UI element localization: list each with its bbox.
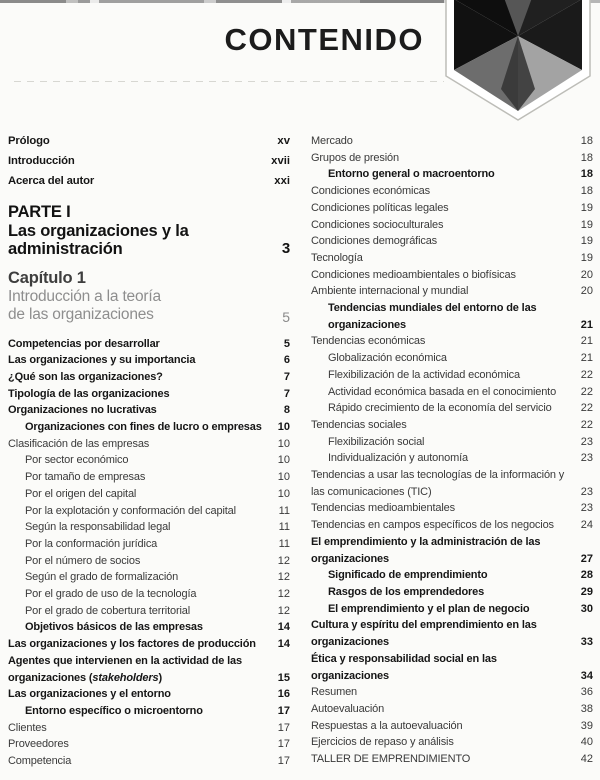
toc-entry-page: 14 — [277, 621, 290, 634]
toc-entry — [311, 300, 593, 333]
toc-entry — [8, 503, 290, 520]
toc-entry-page: 11 — [278, 537, 290, 550]
toc-entry-page: 38 — [580, 702, 593, 715]
toc-entry-label: Por la conformación jurídica — [25, 537, 158, 550]
toc-entry-page: 19 — [580, 251, 593, 264]
toc-entry-page: 10 — [277, 421, 290, 434]
toc-entries-left — [8, 336, 290, 770]
toc-column-left — [8, 131, 290, 770]
toc-entry — [8, 519, 290, 536]
toc-entry-page: 15 — [277, 671, 290, 684]
toc-entry-label: Condiciones socioculturales — [311, 218, 444, 231]
toc-entry — [311, 651, 593, 684]
toc-entry-label: Prólogo — [8, 135, 50, 147]
toc-entry-page: 40 — [580, 736, 593, 749]
toc-entry-label: Competencia — [8, 755, 72, 768]
toc-entry-label: Tendencias en campos específicos de los negocios — [311, 519, 554, 532]
toc-entry-label: Condiciones económicas — [311, 185, 430, 198]
toc-entry-page: 10 — [277, 437, 290, 450]
toc-entry — [8, 736, 290, 753]
toc-entry-label: Condiciones demográficas — [311, 235, 438, 248]
toc-entry-page: 10 — [277, 487, 290, 500]
toc-entry-page: 8 — [283, 404, 290, 417]
toc-entry-page: 20 — [580, 268, 593, 281]
toc-entry-label: Introducción — [8, 155, 75, 167]
toc-entry-page: 21 — [580, 352, 593, 365]
toc-entry — [8, 636, 290, 653]
toc-entry-page: 34 — [580, 669, 593, 682]
toc-entry-label: Según la responsabilidad legal — [25, 521, 171, 534]
toc-entry-label: Globalización económica — [328, 352, 447, 365]
toc-entry — [8, 452, 290, 469]
toc-entry-label: Individualización y autonomía — [328, 452, 468, 465]
toc-entry-label: Mercado — [311, 135, 353, 147]
toc-entry-page: xv — [277, 135, 290, 147]
toc-entry — [311, 333, 593, 350]
toc-entry — [311, 417, 593, 434]
toc-entry-page: 18 — [580, 185, 593, 198]
toc-entry-page: 24 — [580, 519, 593, 532]
toc-entry-label: ¿Qué son las organizaciones? — [8, 370, 163, 383]
toc-entry — [8, 619, 290, 636]
toc-entry-page: 17 — [277, 738, 290, 751]
toc-entry — [311, 450, 593, 467]
toc-entry-page: 14 — [277, 638, 290, 651]
toc-entry — [8, 131, 290, 151]
toc-entry-label: Rasgos de los emprendedores — [328, 585, 485, 598]
toc-entry-label: Flexibilización de la actividad económica — [328, 368, 520, 381]
toc-entry-page: 18 — [580, 135, 593, 147]
toc-entry-page: 23 — [580, 502, 593, 515]
toc-entry — [311, 200, 593, 217]
toc-entry — [311, 701, 593, 718]
toc-entry-page: 23 — [580, 435, 593, 448]
toc-entry-page: 11 — [278, 504, 290, 517]
toc-entry — [311, 384, 593, 401]
toc-entry-label: Organizaciones con fines de lucro o empresas — [25, 421, 262, 434]
toc-entry-page: 16 — [277, 688, 290, 701]
toc-entry-page: 33 — [580, 636, 593, 649]
toc-entry-page: 17 — [277, 755, 290, 768]
toc-column-right — [311, 133, 593, 768]
toc-entry — [8, 386, 290, 403]
toc-entry-label: Las organizaciones y los factores de producción — [8, 638, 256, 651]
toc-entry-label: TALLER DE EMPRENDIMIENTO — [311, 753, 471, 766]
toc-entry-page: 28 — [580, 569, 593, 582]
chapter-title: Introducción a la teoría de las organizaciones — [8, 287, 161, 323]
toc-entry — [8, 369, 290, 386]
part-heading — [8, 203, 290, 259]
toc-entry-label: Tendencias mundiales del entorno de las organizaciones — [328, 302, 537, 331]
toc-entry — [311, 467, 593, 500]
toc-entry-label: Significado de emprendimiento — [328, 569, 488, 582]
toc-entry-label: Condiciones medioambientales o biofísicas — [311, 268, 516, 281]
toc-entry — [8, 720, 290, 737]
toc-entry-label: Condiciones políticas legales — [311, 201, 449, 214]
toc-entry — [8, 553, 290, 570]
toc-entry — [311, 150, 593, 167]
toc-entry — [311, 183, 593, 200]
toc-entry-page: 19 — [580, 218, 593, 231]
header-divider-rule — [14, 81, 444, 82]
toc-entry — [311, 350, 593, 367]
toc-entry — [8, 569, 290, 586]
toc-entry — [8, 419, 290, 436]
toc-entry-page: 30 — [580, 602, 593, 615]
toc-entry — [8, 436, 290, 453]
toc-entry-page: xxi — [274, 175, 290, 187]
toc-entry-label: Por el grado de cobertura territorial — [25, 604, 191, 617]
toc-entry — [311, 500, 593, 517]
toc-entry-label: Cultura y espíritu del emprendimiento en las organizaciones — [311, 619, 537, 649]
toc-entry — [311, 718, 593, 735]
toc-entry — [311, 567, 593, 584]
part-title: Las organizaciones y la administración — [8, 221, 189, 258]
toc-entry-page: 20 — [580, 285, 593, 298]
toc-entry — [311, 601, 593, 618]
toc-entry — [311, 517, 593, 534]
toc-entry-page: 19 — [580, 201, 593, 214]
toc-entry-page: 12 — [277, 604, 290, 617]
toc-entry-page: 17 — [277, 704, 290, 717]
toc-entry — [8, 469, 290, 486]
toc-entry — [8, 753, 290, 770]
toc-entry — [8, 352, 290, 369]
toc-entry-page: 23 — [580, 485, 593, 498]
toc-entry-page: xvii — [271, 155, 290, 167]
publisher-logo-shield-icon — [438, 0, 598, 126]
toc-entry-label: Tendencias a usar las tecnologías de la información y las comunicaciones (TIC) — [311, 469, 565, 498]
toc-entry-page: 6 — [283, 354, 290, 367]
toc-entry — [311, 367, 593, 384]
toc-entry-page: 42 — [580, 753, 593, 766]
toc-entry — [311, 217, 593, 234]
toc-entry — [8, 703, 290, 720]
toc-entry-page: 22 — [580, 385, 593, 398]
toc-entry-label: Proveedores — [8, 738, 69, 751]
toc-entry — [311, 584, 593, 601]
toc-entry-label: Tendencias medioambientales — [311, 502, 455, 515]
toc-entry-page: 18 — [580, 168, 593, 181]
toc-entry-label: Tendencias económicas — [311, 335, 426, 348]
toc-entry-label: Agentes que intervienen en la actividad de las organizaciones (stakeholders) — [8, 654, 242, 684]
toc-entries-right — [311, 133, 593, 768]
toc-entry-label: Ambiente internacional y mundial — [311, 285, 469, 298]
toc-entry-label: Tipología de las organizaciones — [8, 387, 170, 400]
toc-entry — [8, 336, 290, 353]
toc-entry-label: El emprendimiento y el plan de negocio — [328, 602, 530, 615]
toc-entry — [8, 151, 290, 171]
toc-entry — [8, 586, 290, 603]
toc-entry — [8, 486, 290, 503]
toc-entry-label: Entorno específico o microentorno — [25, 704, 203, 717]
toc-entry — [311, 434, 593, 451]
toc-entry — [311, 751, 593, 768]
toc-entry-label: Acerca del autor — [8, 175, 95, 187]
toc-entry-label: Ejercicios de repaso y análisis — [311, 736, 454, 749]
toc-entry — [311, 617, 593, 650]
toc-entry-page: 22 — [580, 402, 593, 415]
toc-entry — [311, 267, 593, 284]
toc-entry — [311, 133, 593, 150]
toc-entry-page: 18 — [580, 151, 593, 164]
toc-entry-page: 22 — [580, 368, 593, 381]
page-title: CONTENIDO — [224, 22, 424, 57]
toc-entry-page: 7 — [283, 387, 290, 400]
toc-entry — [311, 400, 593, 417]
toc-entry-page: 12 — [277, 554, 290, 567]
toc-entry-label: Actividad económica basada en el conocimiento — [328, 385, 557, 398]
toc-entry-label: Clientes — [8, 721, 47, 734]
toc-entry-label: Organizaciones no lucrativas — [8, 404, 157, 417]
toc-entry — [311, 734, 593, 751]
toc-entry-page: 12 — [277, 588, 290, 601]
toc-entry-page: 10 — [277, 454, 290, 467]
toc-entry-label: Grupos de presión — [311, 151, 399, 164]
toc-entry-label: Por la explotación y conformación del capital — [25, 504, 236, 517]
toc-entry-page: 7 — [283, 370, 290, 383]
toc-entry-page: 23 — [580, 452, 593, 465]
toc-entry-label: Por el número de socios — [25, 554, 141, 567]
toc-entry-label: El emprendimiento y la administración de las organizaciones — [311, 535, 541, 565]
toc-entry-label: Por el origen del capital — [25, 487, 137, 500]
chapter-number: Capítulo 1 — [8, 268, 86, 287]
toc-entry-page: 11 — [278, 521, 290, 534]
toc-entry-label: Competencias por desarrollar — [8, 337, 160, 350]
toc-entry-page: 22 — [580, 418, 593, 431]
toc-entry-label: Según el grado de formalización — [25, 571, 179, 584]
toc-entry-page: 10 — [277, 471, 290, 484]
toc-entry-label: Por el grado de uso de la tecnología — [25, 588, 197, 601]
toc-entry-label: Entorno general o macroentorno — [328, 168, 495, 181]
toc-entry-label: Tecnología — [311, 251, 363, 264]
toc-entry — [8, 653, 290, 686]
toc-entry-page: 29 — [580, 585, 593, 598]
toc-entry — [311, 250, 593, 267]
toc-entry-label: Autoevaluación — [311, 702, 385, 715]
toc-entry-page: 12 — [277, 571, 290, 584]
toc-entry-label: Flexibilización social — [328, 435, 425, 448]
toc-entry-label: Resumen — [311, 686, 358, 699]
toc-entry-label: Ética y responsabilidad social en las organizaciones — [311, 652, 497, 682]
toc-entry — [311, 684, 593, 701]
toc-entry — [311, 166, 593, 183]
toc-entry-page: 21 — [580, 335, 593, 348]
toc-entry-label: Por tamaño de empresas — [25, 471, 146, 484]
toc-entry-page: 36 — [580, 686, 593, 699]
toc-entry-label: Clasificación de las empresas — [8, 437, 150, 450]
toc-entry — [311, 534, 593, 567]
toc-entry — [8, 171, 290, 191]
toc-entry-label: Objetivos básicos de las empresas — [25, 621, 203, 634]
toc-entry — [311, 283, 593, 300]
toc-entry-label: Tendencias sociales — [311, 418, 407, 431]
toc-entry-page: 5 — [283, 337, 290, 350]
toc-entry — [8, 536, 290, 553]
toc-entry — [8, 402, 290, 419]
toc-entry — [8, 603, 290, 620]
toc-entry-label: Rápido crecimiento de la economía del servicio — [328, 402, 552, 415]
chapter-page: 5 — [282, 308, 290, 325]
toc-entry — [8, 686, 290, 703]
chapter-heading — [8, 269, 290, 325]
toc-entry-page: 39 — [580, 719, 593, 732]
toc-entry-label: Las organizaciones y su importancia — [8, 354, 196, 367]
toc-entry-label: Las organizaciones y el entorno — [8, 688, 171, 701]
toc-entry — [311, 233, 593, 250]
front-matter-list — [8, 131, 290, 191]
toc-entry-label: Por sector económico — [25, 454, 129, 467]
toc-entry-page: 21 — [580, 318, 593, 331]
toc-entry-label: Respuestas a la autoevaluación — [311, 719, 463, 732]
part-kicker: PARTE I — [8, 203, 71, 221]
part-page: 3 — [281, 240, 290, 257]
toc-entry-page: 27 — [580, 552, 593, 565]
toc-entry-page: 17 — [277, 721, 290, 734]
toc-entry-page: 19 — [580, 235, 593, 248]
